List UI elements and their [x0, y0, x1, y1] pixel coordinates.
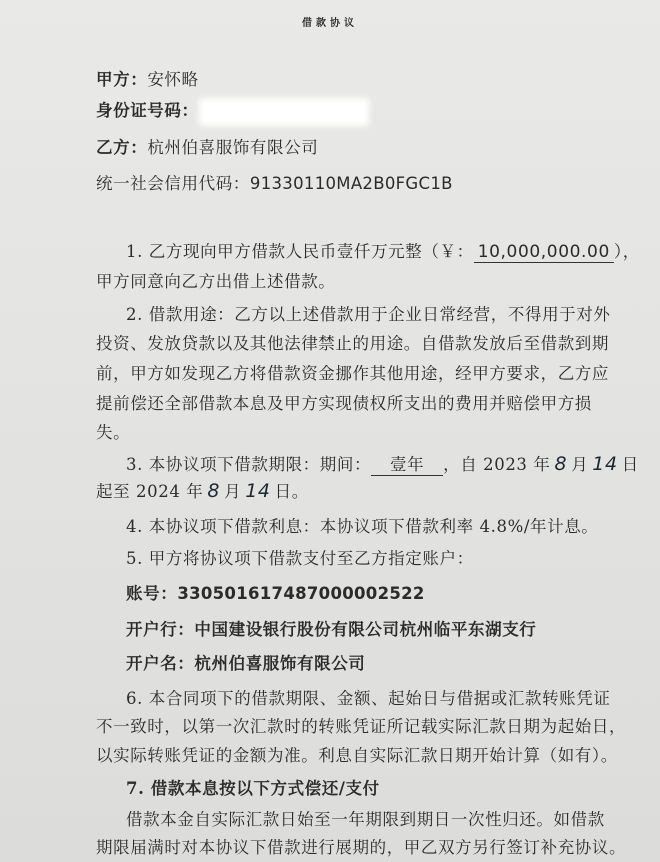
- redaction-patch: [203, 102, 365, 122]
- document-title: 借款协议: [302, 18, 358, 29]
- credit-code-line: [96, 170, 453, 194]
- clause-3-mid: ，自 2023 年: [443, 455, 551, 474]
- clause-6-line-2: 不一致时，以第一次汇款时的转账凭证所记载实际汇款日期为起始日，: [96, 717, 627, 736]
- clause-1-line-1: [126, 238, 640, 263]
- clause-6-line-1: 6. 本合同项下的借款期限、金额、起始日与借据或汇款转账凭证: [126, 689, 611, 708]
- end-month-handwritten: 8: [207, 480, 221, 502]
- end-month-char: 月: [224, 482, 242, 501]
- party-a-label: 甲方：: [96, 70, 148, 89]
- clause-2-line-5: 失。: [96, 423, 131, 442]
- loan-amount: 10,000,000.00: [474, 242, 614, 263]
- clause-1-prefix: 1. 乙方现向甲方借款人民币壹仟万元整（￥：: [126, 242, 474, 261]
- party-b-label: 乙方：: [96, 138, 148, 157]
- account-name-line: [126, 650, 365, 674]
- credit-code-label: 统一社会信用代码：: [96, 174, 250, 193]
- end-day-handwritten: 14: [245, 480, 271, 502]
- clause-6-line-3: 以实际转账凭证的金额为准。利息自实际汇款日期开始计算（如有）。: [96, 746, 618, 765]
- account-name-label: 开户名：: [126, 654, 195, 673]
- clause-3-line2-prefix: 起至 2024 年: [96, 482, 204, 501]
- bank-name: 中国建设银行股份有限公司杭州临平东湖支行: [194, 620, 537, 639]
- start-day-handwritten: 14: [592, 453, 618, 475]
- clause-3-line-1: [126, 451, 639, 476]
- clause-4: 4. 本协议项下借款利息：本协议项下借款利率 4.8%/年计息。: [126, 517, 599, 536]
- month-char: 月: [571, 455, 589, 474]
- party-a-name: 安怀略: [147, 70, 199, 89]
- credit-code-value: 91330110MA2B0FGC1B: [249, 174, 453, 193]
- clause-1-suffix: ），: [613, 242, 640, 261]
- account-name-value: 杭州伯喜服饰有限公司: [194, 654, 366, 673]
- clause-7-heading: 7. 借款本息按以下方式偿还/支付: [126, 779, 380, 798]
- clause-2-line-1: 2. 借款用途：乙方以上述借款用于企业日常经营，不得用于对外: [126, 305, 611, 324]
- start-month-handwritten: 8: [554, 453, 568, 475]
- account-line: [126, 580, 425, 604]
- clause-7-line-1: 借款本金自实际汇款日始至一年期限到期日一次性归还。如借款: [126, 810, 605, 829]
- bank-label: 开户行：: [126, 620, 195, 639]
- clause-2-line-3: 前，甲方如发现乙方将借款资金挪作其他用途，经甲方要求，乙方应: [96, 364, 609, 383]
- account-label: 账号：: [126, 584, 178, 603]
- clause-2-line-4: 提前偿还全部借款本息及甲方实现债权所支出的费用并赔偿甲方损: [96, 394, 592, 413]
- party-b-name: 杭州伯喜服饰有限公司: [147, 138, 319, 157]
- clause-1-line-2: 甲方同意向乙方出借上述借款。: [96, 272, 336, 291]
- id-number-line: [96, 97, 365, 122]
- clause-3-prefix: 3. 本协议项下借款期限：期间：: [126, 455, 372, 474]
- account-number: 330501617487000002522: [177, 584, 425, 603]
- clause-7-line-2: 期限届满时对本协议下借款进行展期的，甲乙双方另行签订补充协议。: [96, 838, 627, 857]
- clause-5: 5. 甲方将协议项下借款支付至乙方指定账户：: [126, 549, 474, 568]
- clause-3-line-2: [96, 478, 309, 502]
- party-a-line: [96, 66, 199, 90]
- end-day-char: 日。: [274, 482, 309, 501]
- id-number-label: 身份证号码：: [96, 101, 199, 120]
- clause-2-line-2: 投资、发放贷款以及其他法律禁止的用途。自借款发放后至借款到期: [96, 334, 609, 353]
- loan-period: 壹年: [371, 451, 443, 476]
- bank-line: [126, 616, 536, 640]
- day-char: 日: [621, 455, 639, 474]
- party-b-line: [96, 134, 318, 158]
